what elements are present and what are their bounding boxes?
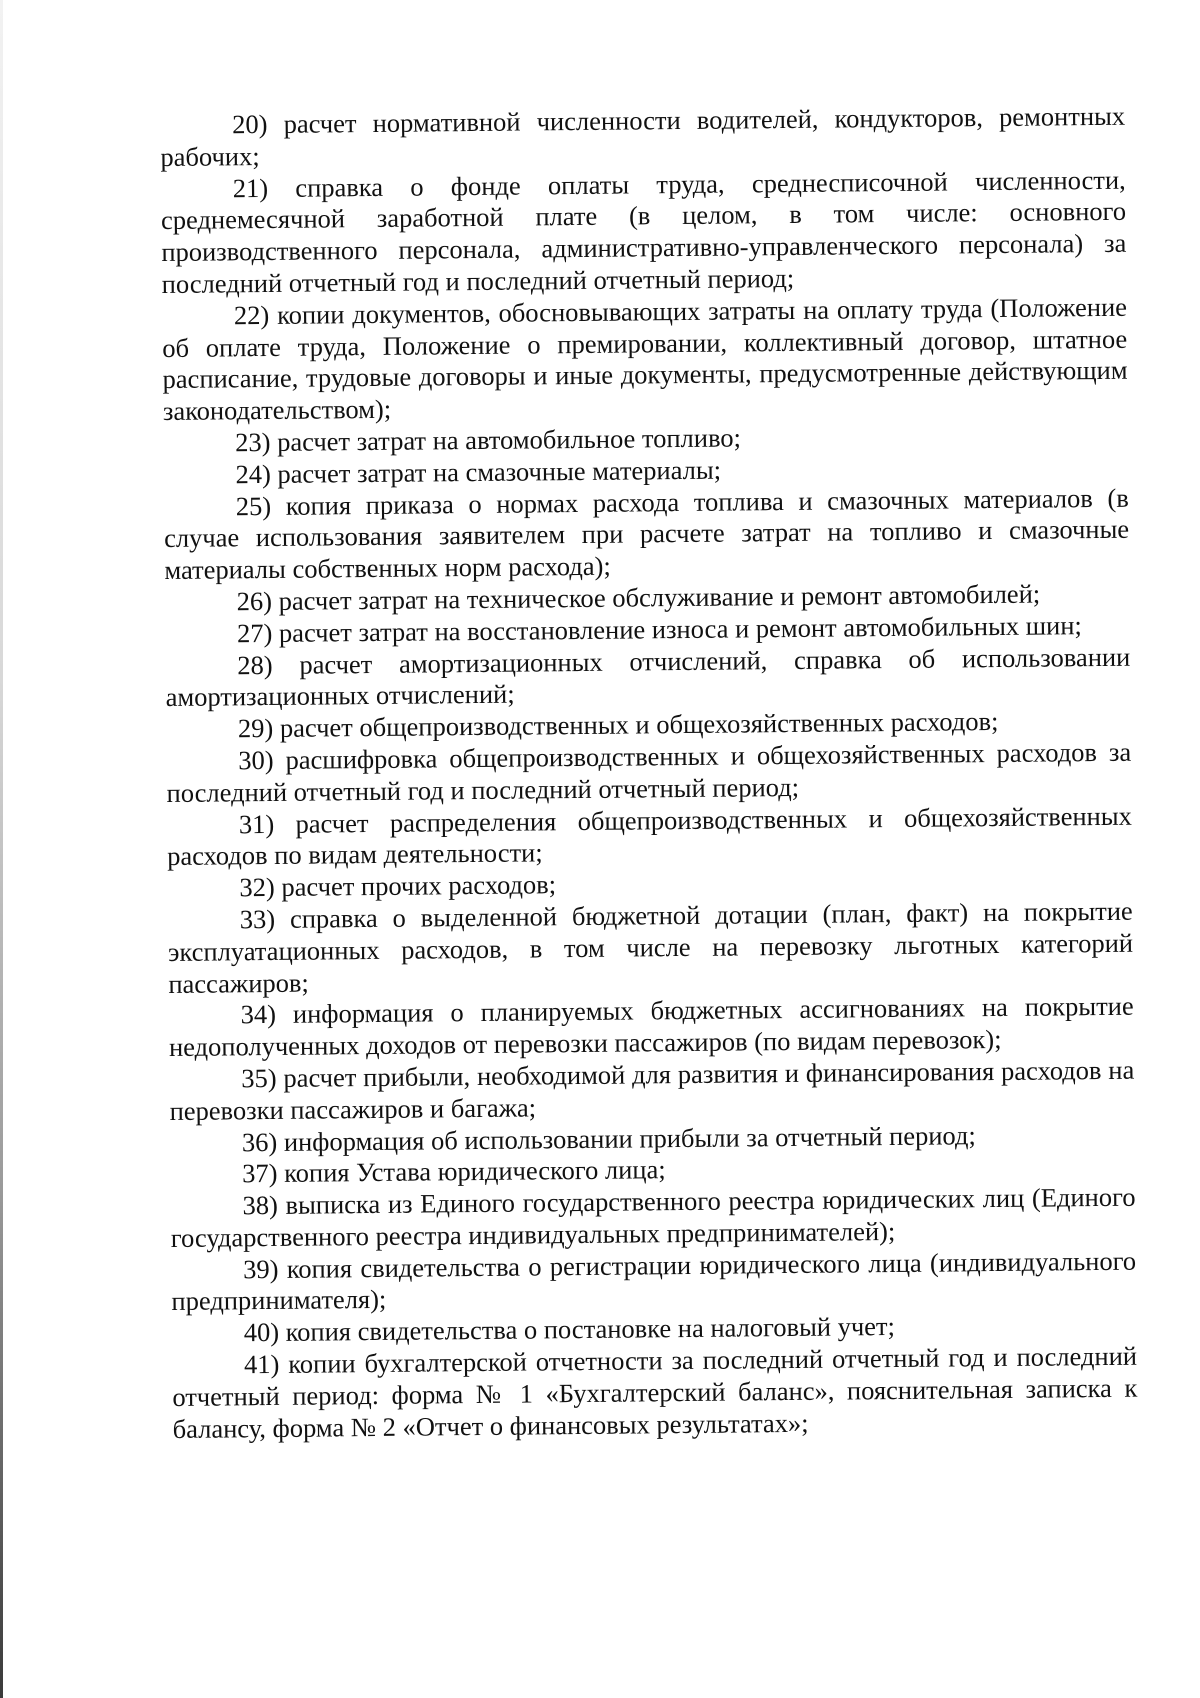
list-item-20: 20) расчет нормативной численности водителей, кондукторов, ремонтных рабочих;: [160, 100, 1126, 172]
list-item-22: 22) копии документов, обосновывающих затраты на оплату труда (Положение об оплате труда, Положение о премировании, коллективный договор, штатное расписание, трудовые договоры и иные документы, предусмотренные действующим законодательством);: [162, 291, 1128, 427]
list-item-34: 34) информация о планируемых бюджетных ассигнованиях на покрытие недополученных доходов от перевозки пассажиров (по видам перевозок);: [168, 991, 1134, 1063]
list-item-39: 39) копия свидетельства о регистрации юридического лица (индивидуального предпринимателя);: [171, 1245, 1137, 1317]
list-item-35: 35) расчет прибыли, необходимой для развития и финансирования расходов на перевозки пассажиров и багажа;: [169, 1054, 1135, 1126]
list-item-28: 28) расчет амортизационных отчислений, справка об использовании амортизационных отчислений;: [165, 641, 1131, 713]
list-item-31: 31) расчет распределения общепроизводственных и общехозяйственных расходов по видам деятельности;: [167, 800, 1132, 872]
list-item-36: 36) информация об использовании прибыли за отчетный период;: [241, 1119, 976, 1157]
list-item-38: 38) выписка из Единого государственного реестра юридических лиц (Единого государственного реестра индивидуальных предпринимателей);: [170, 1181, 1136, 1253]
list-item-40: 40) копия свидетельства о постановке на налоговый учет;: [243, 1311, 896, 1348]
list-item-23: 23) расчет затрат на автомобильное топливо;: [235, 422, 742, 458]
list-item-25: 25) копия приказа о нормах расхода топлива и смазочных материалов (в случае использования заявителем при расчете затрат на топливо и смазочные материалы собственных норм расхода);: [163, 482, 1130, 586]
list-item-30: 30) расшифровка общепроизводственных и общехозяйственных расходов за последний отчетный год и последний отчетный период;: [166, 736, 1132, 808]
scan-edge: [0, 0, 3, 1698]
list-item-37: 37) копия Устава юридического лица;: [242, 1154, 666, 1189]
list-item-32: 32) расчет прочих расходов;: [239, 869, 557, 903]
list-item-27: 27) расчет затрат на восстановление износа и ремонт автомобильных шин;: [236, 609, 1082, 649]
list-item-24: 24) расчет затрат на смазочные материалы;: [235, 454, 722, 490]
list-item-33: 33) справка о выделенной бюджетной дотации (план, факт) на покрытие эксплуатационных расходов, в том числе на перевозку льготных категорий пассажиров;: [167, 895, 1134, 999]
list-item-26: 26) расчет затрат на техническое обслуживание и ремонт автомобилей;: [236, 578, 1041, 617]
list-item-21: 21) справка о фонде оплаты труда, среднесписочной численности, среднемесячной заработной плате (в целом, в том числе: основного производственного персонала, административно-управленческого персонала) за последний отчетный год и последний отчетный период;: [160, 164, 1127, 299]
list-item-41: 41) копии бухгалтерской отчетности за последний отчетный год и последний отчетный период: форма № 1 «Бухгалтерский баланс», пояснительная записка к балансу, форма № 2 «Отчет о финансовых результатах»;: [172, 1340, 1138, 1444]
document-page: [160, 101, 1138, 1446]
list-item-29: 29) расчет общепроизводственных и общехозяйственных расходов;: [237, 706, 999, 744]
